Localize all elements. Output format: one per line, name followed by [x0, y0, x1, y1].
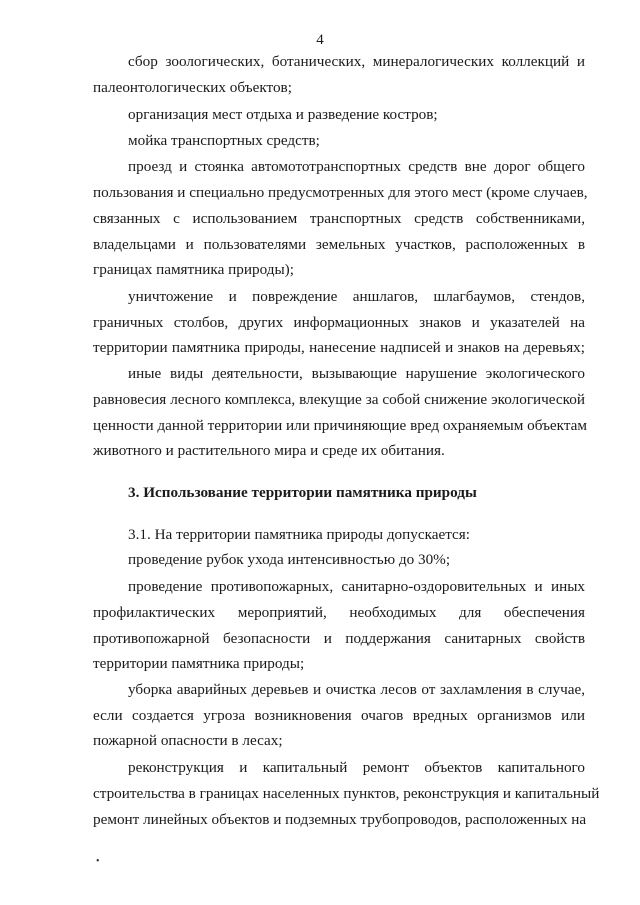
text-line: территории памятника природы; [93, 655, 305, 672]
text-line: 3.1. На территории памятника природы допускается: [128, 526, 471, 543]
text-line: границах памятника природы); [93, 261, 294, 278]
text-line: проведение противопожарных, санитарно-оздоровительных и иных [128, 578, 585, 595]
text-line: владельцами и пользователями земельных участков, расположенных в [93, 236, 585, 253]
text-line: проезд и стоянка автомототранспортных средств вне дорог общего [128, 158, 585, 175]
text-line: сбор зоологических, ботанических, минералогических коллекций и [128, 53, 585, 70]
text-line: мойка транспортных средств; [128, 132, 320, 149]
text-line: животного и растительного мира и среде их обитания. [93, 442, 445, 459]
text-line: если создается угроза возникновения очагов вредных организмов или [93, 707, 585, 724]
text-line: граничных столбов, других информационных знаков и указателей на [93, 314, 585, 331]
text-line: пользования и специально предусмотренных для этого мест (кроме случаев, [93, 184, 588, 201]
text-line: ремонт линейных объектов и подземных трубопроводов, расположенных на [93, 811, 587, 828]
scan-dot: • [96, 856, 100, 867]
text-line: равновесия лесного комплекса, влекущие за собой снижение экологической [93, 391, 585, 408]
text-line: палеонтологических объектов; [93, 79, 292, 96]
text-line: уборка аварийных деревьев и очистка лесов от захламления в случае, [128, 681, 585, 698]
text-line: ценности данной территории или причиняющие вред охраняемым объектам [93, 417, 588, 434]
text-line: уничтожение и повреждение аншлагов, шлагбаумов, стендов, [128, 288, 585, 305]
text-line: проведение рубок ухода интенсивностью до 30%; [128, 551, 451, 568]
text-line: профилактических мероприятий, необходимых для обеспечения [93, 604, 585, 621]
text-line: реконструкция и капитальный ремонт объектов капитального [128, 759, 585, 776]
page-number: 4 [316, 32, 324, 48]
text-line: противопожарной безопасности и поддержания санитарных свойств [93, 630, 585, 647]
text-line: пожарной опасности в лесах; [93, 732, 283, 749]
text-line: иные виды деятельности, вызывающие нарушение экологического [128, 365, 585, 382]
text-line: территории памятника природы, нанесение надписей и знаков на деревьях; [93, 339, 585, 356]
section-heading: 3. Использование территории памятника природы [128, 484, 477, 501]
text-line: организация мест отдыха и разведение костров; [128, 106, 438, 123]
text-line: связанных с использованием транспортных средств собственниками, [93, 210, 585, 227]
text-line: строительства в границах населенных пунктов, реконструкция и капитальный [93, 785, 600, 802]
